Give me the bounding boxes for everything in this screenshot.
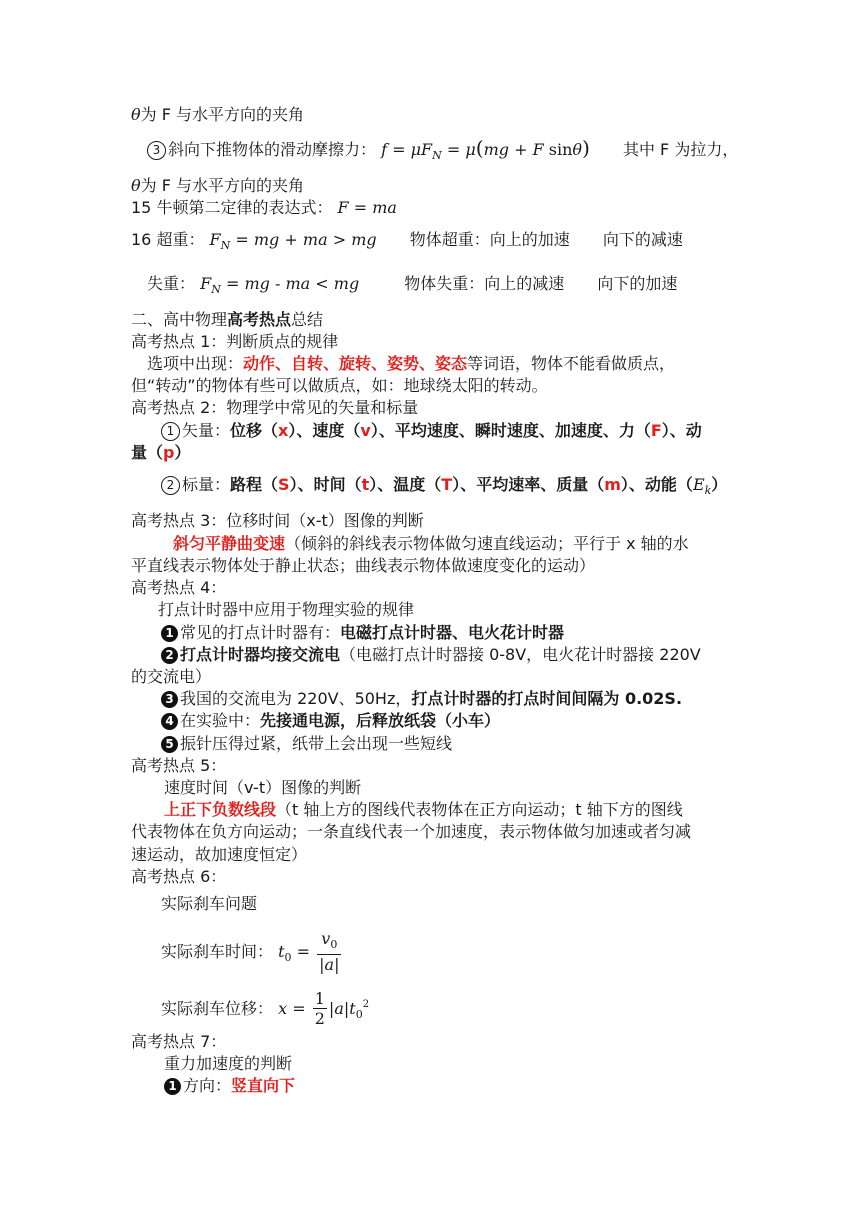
hp5-mnemonic: 上正下负数线段 (164, 800, 277, 819)
hp6-subtitle: 实际刹车问题 (161, 894, 258, 913)
line-overweight (131, 229, 683, 257)
friction-formula: $f = \mu F_N = \mu(mg + F$ sinθ) (381, 136, 590, 162)
line-weightlessness (147, 273, 677, 301)
hp5-line1: 上正下负数线段（t 轴上方的图线代表物体在正方向运动；t 轴下方的图线 (164, 800, 683, 819)
hp4-item1: 1 常见的打点计时器有：电磁打点计时器、电火花计时器 (161, 622, 564, 644)
hp5-line2: 代表物体在负方向运动；一条直线代表一个加速度，表示物体做匀加速或者匀减 (131, 822, 692, 841)
hp4-subtitle: 打点计时器中应用于物理实验的规律 (158, 600, 415, 619)
line-newton-second-law (131, 197, 397, 219)
brake-displacement-formula: x = $\frac{1}{2}$ $|a|t_0^2$ (278, 989, 370, 1028)
hp4-item2-line2: 的交流电） (131, 667, 212, 686)
hp1-line1: 选项中出现：动作、自转、旋转、姿势、姿态等词语，物体不能看做质点， (147, 354, 676, 373)
hp2-scalar-line: 2 标量：路程（S）、时间（t）、温度（T）、平均速率、质量（m）、动能$(E_k)$ (161, 474, 727, 502)
line-theta-definition-1 (131, 104, 304, 126)
hp4-item3: 3 我国的交流电为 220V、50Hz，打点计时器的打点时间间隔为 0.02S. (161, 688, 682, 710)
hp6-time-line: 实际刹车时间： $t_0$ = $\frac{v_0}{|a|}$ (161, 930, 343, 978)
text: 为 F 与水平方向的夹角 (140, 105, 305, 124)
text: 斜向下推物体的滑动摩擦力： (168, 140, 377, 159)
hp5-title: 高考热点 5： (131, 756, 227, 775)
weightless-a: 物体失重：向上的减速 (404, 274, 565, 293)
theta-symbol: θ (131, 105, 141, 124)
theta-symbol: θ (131, 176, 141, 195)
weightless-b: 向下的加速 (597, 274, 678, 293)
hp4-title: 高考热点 4： (131, 578, 227, 597)
hp1-line2: 但“转动”的物体有些可以做质点，如：地球绕太阳的转动。 (131, 376, 548, 395)
circled-number: 3 (147, 141, 166, 160)
overweight-b: 向下的减速 (602, 230, 683, 249)
weightless-formula: $F_N$ = mg - ma < mg (200, 274, 360, 296)
hp2-vector-line2: 量（p） (131, 443, 191, 462)
hp6-title: 高考热点 6： (131, 867, 227, 886)
hp4-item5: 5 振针压得过紧，纸带上会出现一些短线 (161, 733, 452, 755)
brake-time-formula: $t_0$ = $\frac{v_0}{|a|}$ (278, 929, 340, 974)
hp1-title: 高考热点 1：判断质点的规律 (131, 332, 339, 351)
hp3-mnemonic: 斜匀平静曲变速 (173, 534, 286, 553)
section-heading: 二、高中物理高考热点总结 (131, 310, 324, 329)
tail-text: 其中 F 为拉力， (622, 140, 739, 159)
hp7-subtitle: 重力加速度的判断 (164, 1054, 293, 1073)
hp5-subtitle: 速度时间（v-t）图像的判断 (164, 778, 362, 797)
overweight-a: 物体超重：向上的加速 (409, 230, 570, 249)
hp1-keywords: 动作、自转、旋转、姿势、姿态 (243, 354, 468, 373)
hp7-title: 高考热点 7： (131, 1032, 227, 1051)
line-oblique-friction (147, 137, 738, 167)
hp2-title: 高考热点 2：物理学中常见的矢量和标量 (131, 398, 419, 417)
hp7-item1: 1 方向：竖直向下 (164, 1075, 295, 1097)
text: 为 F 与水平方向的夹角 (140, 176, 305, 195)
text: 15 牛顿第二定律的表达式： (131, 198, 333, 217)
hp4-item4: 4 在实验中：先接通电源，后释放纸袋（小车） (161, 710, 500, 732)
line-theta-definition-2 (131, 175, 304, 197)
overweight-formula: $F_N$ = mg + ma > mg (209, 230, 377, 252)
newton-formula: F = ma (337, 198, 397, 217)
hp4-item2: 2 打点计时器均接交流电（电磁打点计时器接 0-8V，电火花计时器接 220V (161, 644, 701, 666)
text: 失重： (147, 274, 196, 293)
hp2-vector-line: 1 矢量：位移（x）、速度（v）、平均速度、瞬时速度、加速度、力（F）、动 (161, 420, 702, 442)
hp3-line1: 斜匀平静曲变速（倾斜的斜线表示物体做匀速直线运动；平行于 x 轴的水 (173, 534, 689, 553)
text: 16 超重： (131, 230, 205, 249)
hp3-title: 高考热点 3：位移时间（x-t）图像的判断 (131, 511, 424, 530)
hp3-line2: 平直线表示物体处于静止状态；曲线表示物体做速度变化的运动） (131, 556, 596, 575)
hp6-displacement-line: 实际刹车位移： x = $\frac{1}{2}$ $|a|t_0^2$ (161, 989, 370, 1028)
hp5-line3: 速运动，故加速度恒定） (131, 845, 308, 864)
